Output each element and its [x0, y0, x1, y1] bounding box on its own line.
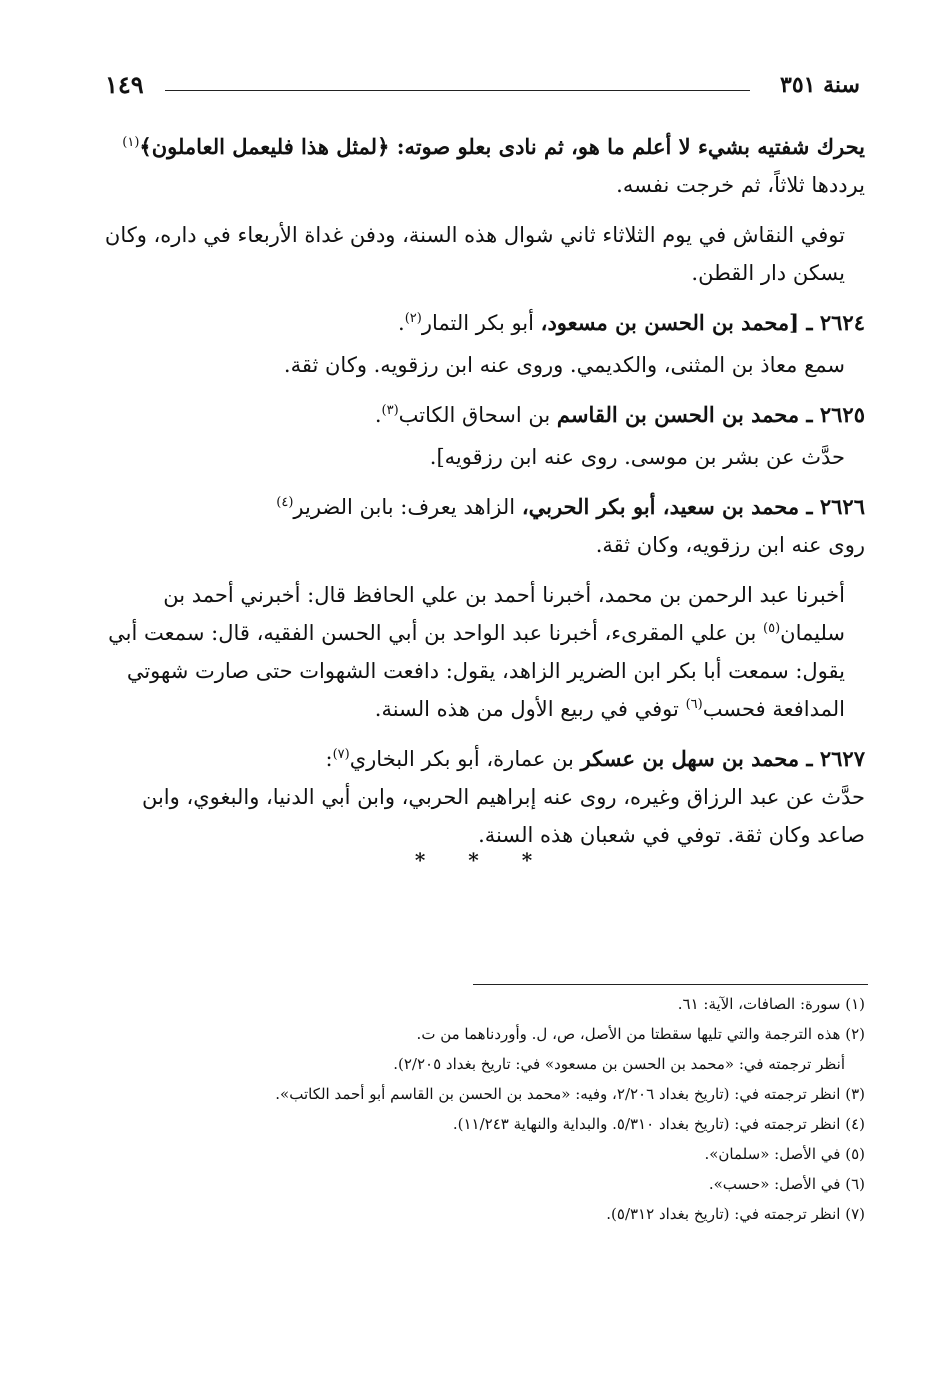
narration-text-1: أخبرنا عبد الرحمن بن محمد، أخبرنا أحمد بن علي الحافظ قال: أخبرني أحمد بن سليمان	[163, 583, 845, 645]
narration-text-3: توفي في ربيع الأول من هذه السنة.	[374, 697, 686, 721]
entry-end: .	[398, 311, 405, 335]
paragraph-1-tail: يرددها ثلاثاً، ثم خرجت نفسه.	[616, 173, 865, 197]
entry-2626-heading	[100, 488, 865, 526]
entry-rest: الزاهد يعرف: بابن الضرير	[293, 495, 522, 519]
entry-2627-body: حدَّث عن عبد الرزاق وغيره، روى عنه إبراهيم الحربي، وابن أبي الدنيا، والبغوي، وابن صاعد وكان ثقة. توفي في شعبان هذه السنة.	[141, 785, 865, 847]
entry-dash: ـ	[799, 402, 820, 427]
entry-name: محمد بن الحسن بن القاسم	[556, 402, 800, 427]
footnote-4: (٤) انظر ترجمته في: (تاريخ بغداد ٥/٣١٠. والبداية والنهاية ١١/٢٤٣).	[452, 1115, 865, 1133]
footnote-2: (٢) هذه الترجمة والتي تليها سقطتا من الأصل، ص، ل. وأوردناهما من ت.	[416, 1025, 865, 1043]
footnote-1: (١) سورة: الصافات، الآية: ٦١.	[677, 995, 865, 1013]
entry-end: .	[374, 403, 382, 427]
entry-dash: ـ	[799, 494, 820, 519]
entry-2625-body: حدَّث عن بشر بن موسى. روى عنه ابن رزقويه].	[429, 445, 845, 469]
footnote-5: (٥) في الأصل: «سلمان».	[704, 1145, 865, 1163]
entry-number: ٢٦٢٤	[819, 310, 865, 335]
section-separator-stars: * * *	[414, 848, 551, 872]
footnote-6: (٦) في الأصل: «حسب».	[708, 1175, 865, 1193]
entry-2624-body: سمع معاذ بن المثنى، والكديمي. وروى عنه ابن رزقويه. وكان ثقة.	[283, 353, 845, 377]
footnote-ref-2: (٢)	[404, 311, 422, 326]
page-header	[105, 68, 860, 108]
footnote-ref-7: (٧)	[332, 747, 350, 762]
footnote-ref-6: (٦)	[685, 697, 703, 712]
entry-2626-body: روى عنه ابن رزقويه، وكان ثقة.	[595, 533, 865, 557]
entry-number: ٢٦٢٧	[819, 746, 865, 771]
paragraph-1	[100, 128, 865, 204]
narration-text-2: بن علي المقرىء، أخبرنا عبد الواحد بن أبي الحسن الفقيه، قال: سمعت أبي يقول: سمعت أبا بكر ابن الضرير الزاهد، يقول: دافعت الشهوات حتى صارت شهوتي المدافعة فحسب	[108, 621, 845, 721]
paragraph-1-text: يحرك شفتيه بشيء لا أعلم ما هو، ثم نادى بعلو صوته: ﴿لمثل هذا فليعمل العاملون﴾	[139, 134, 865, 159]
header-year: سنة ٣٥١	[780, 72, 860, 98]
entry-number: ٢٦٢٥	[819, 402, 865, 427]
footnote-ref-4: (٤)	[276, 495, 294, 510]
footnote-ref-1: (١)	[122, 135, 140, 150]
entry-dash: ـ	[799, 310, 820, 335]
entry-name: محمد بن سهل بن عسكر	[580, 746, 800, 771]
entry-name: [محمد بن الحسن بن مسعود،	[540, 310, 800, 335]
entry-rest: بن اسحاق الكاتب	[398, 403, 557, 427]
entry-name: محمد بن سعيد، أبو بكر الحربي،	[521, 494, 800, 519]
footnote-rule	[473, 984, 868, 985]
entry-number: ٢٦٢٦	[819, 494, 865, 519]
footnote-7: (٧) انظر ترجمته في: (تاريخ بغداد ٥/٣١٢).	[606, 1205, 865, 1223]
footnote-3: (٣) انظر ترجمته في: (تاريخ بغداد ٢/٢٠٦، وفيه: «محمد بن الحسن بن القاسم أبو أحمد الكاتب».	[275, 1085, 865, 1103]
footnote-ref-5: (٥)	[763, 621, 781, 636]
footnote-ref-3: (٣)	[381, 403, 399, 418]
footnotes	[100, 990, 865, 1230]
main-text	[100, 128, 865, 872]
entry-2627-heading	[100, 740, 865, 778]
paragraph-2: توفي النقاش في يوم الثلاثاء ثاني شوال هذه السنة، ودفن غداة الأربعاء في داره، وكان يسكن دار القطن.	[104, 223, 845, 285]
page-number: ١٤٩	[105, 70, 144, 99]
entry-end: :	[325, 747, 333, 771]
narration-paragraph	[100, 576, 865, 728]
header-rule	[165, 90, 750, 91]
footnote-2-continued: أنظر ترجمته في: «محمد بن الحسن بن مسعود» في: تاريخ بغداد ٢/٢٠٥).	[393, 1055, 845, 1073]
entry-dash: ـ	[799, 746, 820, 771]
entry-rest: بن عمارة، أبو بكر البخاري	[349, 747, 581, 771]
entry-rest: أبو بكر التمار	[421, 311, 541, 335]
entry-2625-heading	[100, 396, 865, 434]
entry-2624-heading	[100, 304, 865, 342]
